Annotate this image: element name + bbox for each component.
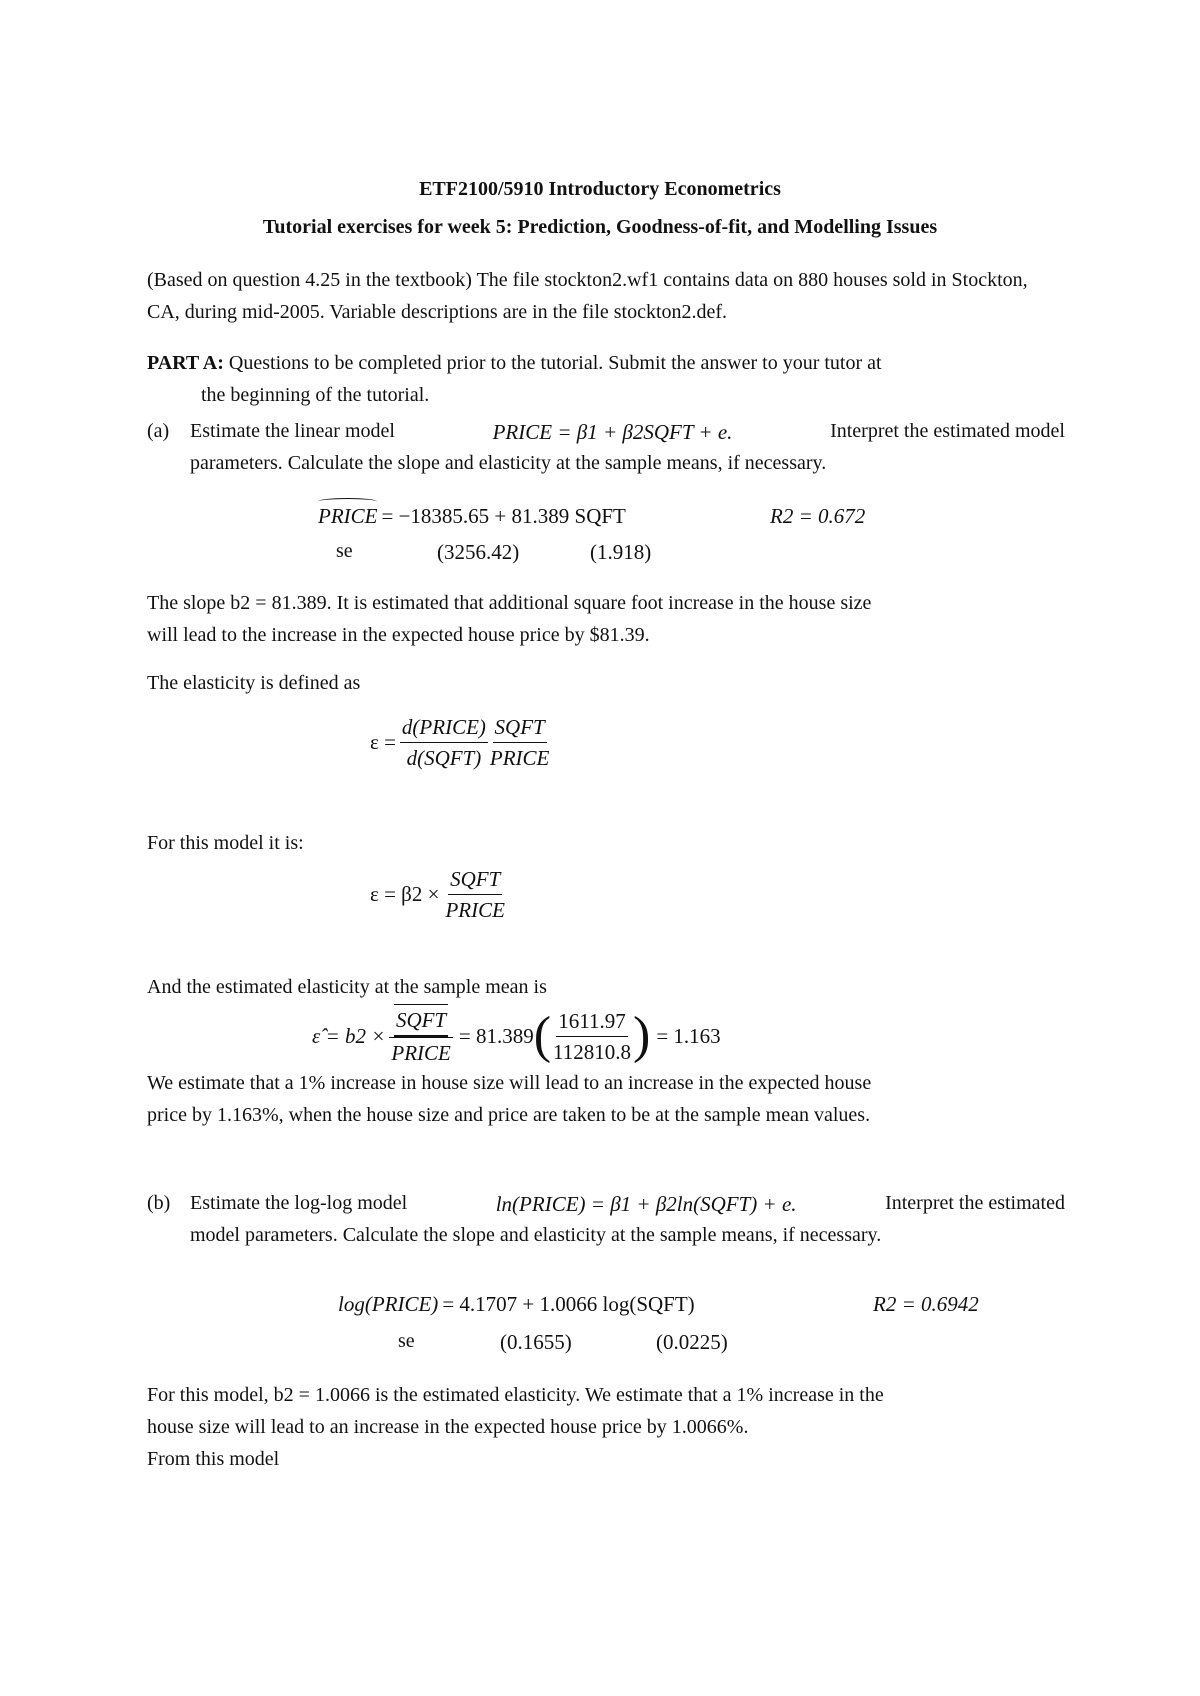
eps-num2: SQFT <box>493 712 547 743</box>
qb-model: ln(PRICE) = β1 + β2ln(SQFT) + e. <box>495 1192 797 1216</box>
eps-frac2 <box>488 712 551 773</box>
est-rhs: = 1.163 <box>656 1023 721 1048</box>
qb-text3: model parameters. Calculate the slope and elasticity at the sample means, if necessary. <box>190 1224 882 1246</box>
est-den: PRICE <box>389 1037 452 1068</box>
qa-se-label: se <box>336 540 353 562</box>
qa-concl-line2: price by 1.163%, when the house size and price are taken to be at the sample mean values. <box>147 1104 871 1126</box>
qa-se2: (1.918) <box>590 540 652 564</box>
qb-line1 <box>190 1192 1065 1217</box>
qa-text1: Estimate the linear model <box>190 420 395 442</box>
left-paren: ( <box>533 1007 552 1064</box>
course-title: ETF2100/5910 Introductory Econometrics <box>419 178 781 200</box>
qb-equation <box>338 1292 695 1317</box>
qb-text1: Estimate the log-log model <box>190 1192 408 1214</box>
qa-slope-line2: will lead to the increase in the expected house price by $81.39. <box>147 624 650 646</box>
intro-paragraph: (Based on question 4.25 in the textbook) The file stockton2.wf1 contains data on 880 houses sold in Stockton, CA, during mid-2005. Variable descriptions are in the file stockton2.def. <box>147 269 1028 323</box>
qa-line1 <box>190 420 1065 445</box>
qa-marker: (a) <box>147 420 170 442</box>
qa-model: PRICE = β1 + β2SQFT + e. <box>492 420 733 444</box>
est-num: SQFT <box>394 1004 448 1037</box>
eps-lhs: ε = <box>370 730 396 754</box>
tutorial-subtitle: Tutorial exercises for week 5: Prediction, Goodness-of-fit, and Modelling Issues <box>262 216 938 238</box>
qa-for-model: For this model it is: <box>147 832 304 854</box>
qb-text2: Interpret the estimated <box>885 1192 1065 1214</box>
qb-se-label: se <box>398 1330 415 1352</box>
part-a-line2: the beginning of the tutorial. <box>201 384 430 406</box>
qb-eq-rhs: = 4.1707 + 1.0066 log(SQFT) <box>442 1292 695 1316</box>
eps2-num: SQFT <box>448 864 502 895</box>
eps-frac1 <box>400 712 488 773</box>
eps-den1: d(SQFT) <box>406 746 482 770</box>
qa-concl-line1: We estimate that a 1% increase in house size will lead to an increase in the expected house <box>147 1072 872 1094</box>
right-paren: ) <box>633 1007 651 1064</box>
qb-ans-line1: For this model, b2 = 1.0066 is the estimated elasticity. We estimate that a 1% increase in the <box>147 1384 884 1406</box>
est-frac <box>389 1004 452 1068</box>
qa-equation <box>318 504 626 529</box>
qb-se1: (0.1655) <box>500 1330 572 1354</box>
est-den2: 112810.8 <box>553 1039 632 1064</box>
qb-r2: R2 = 0.6942 <box>873 1292 979 1316</box>
eps-den2: PRICE <box>489 746 550 770</box>
est-mid: = 81.389 <box>458 1023 534 1048</box>
qa-text2: Interpret the estimated model <box>830 420 1065 442</box>
qa-eq-rhs: = −18385.65 + 81.389 SQFT <box>381 504 626 528</box>
qa-text3: parameters. Calculate the slope and elasticity at the sample means, if necessary. <box>190 452 827 474</box>
elasticity-model-eq <box>370 864 507 925</box>
qa-r2: R2 = 0.672 <box>770 504 866 528</box>
qa-slope-line1: The slope b2 = 81.389. It is estimated that additional square foot increase in the house size <box>147 592 872 614</box>
eps2-frac <box>443 864 506 925</box>
part-a-label: PART A: <box>147 352 224 374</box>
part-a-line1 <box>147 352 882 375</box>
est-frac2 <box>551 1006 633 1067</box>
qb-ans-line2: house size will lead to an increase in the expected house price by 1.0066%. <box>147 1416 749 1438</box>
qa-se1: (3256.42) <box>437 540 520 564</box>
eps-num1: d(PRICE) <box>400 712 488 743</box>
qa-est-mean: And the estimated elasticity at the sample mean is <box>147 976 547 998</box>
part-a-text1: Questions to be completed prior to the tutorial. Submit the answer to your tutor at <box>228 352 882 374</box>
qb-se2: (0.0225) <box>656 1330 728 1354</box>
eps2-den: PRICE <box>445 898 505 922</box>
qb-marker: (b) <box>147 1192 171 1214</box>
qb-ans-line3: From this model <box>147 1448 280 1470</box>
est-lhs: ε̂ = b2 × <box>312 1023 386 1048</box>
eps2-lhs: ε = β2 × <box>370 882 440 906</box>
qa-elast-def: The elasticity is defined as <box>147 672 361 694</box>
estimated-elasticity-eq <box>312 1004 721 1068</box>
qb-eq-lhs: log(PRICE) <box>338 1292 439 1316</box>
qa-eq-lhs: PRICE <box>318 504 378 528</box>
elasticity-definition-eq <box>370 712 551 773</box>
est-num2: 1611.97 <box>556 1006 627 1037</box>
